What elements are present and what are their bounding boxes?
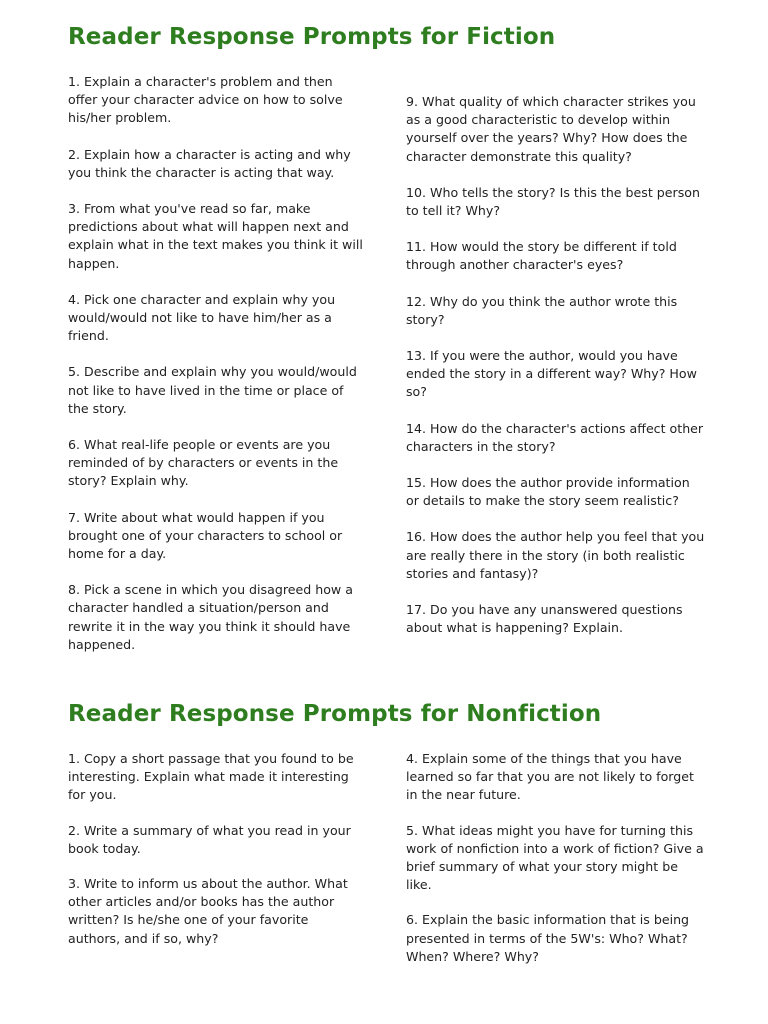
fiction-prompt-9: 9. What quality of which character strikes you as a good characteristic to develop within yourself over the years? Why? How does the character demonstrate this quality? [406,94,696,164]
fiction-prompt-17: 17. Do you have any unanswered questions about what is happening? Explain. [406,602,683,636]
fiction-prompt-10: 10. Who tells the story? Is this the best person to tell it? Why? [406,184,700,219]
fiction-section-title: Reader Response Prompts for Fiction [68,24,556,50]
fiction-prompt-12: 12. Why do you think the author wrote this story? [406,293,678,327]
fiction-prompt-7: 7. Write about what would happen if you brought one of your characters to school or home for a day. [68,509,343,562]
fiction-prompt-11: 11. How would the story be different if told through another character's eyes? [406,239,677,273]
fiction-prompt-14: 14. How do the character's actions affect other characters in the story? [406,420,704,454]
fiction-left-column [68,73,364,672]
nonfiction-prompt-6: 6. Explain the basic information that is being presented in terms of the 5W's: Who? What? When? Where? Why? [406,912,690,964]
nonfiction-prompt-5: 5. What ideas might you have for turning this work of nonfiction into a work of fiction? Give a brief summary of what your story might be like. [406,822,704,893]
fiction-prompt-1: 1. Explain a character's problem and then offer your character advice on how to solve his/her problem. [68,74,343,126]
fiction-prompt-3: 3. From what you've read so far, make predictions about what will happen next and explain what in the text makes you think it will happen. [68,201,363,271]
fiction-prompt-5: 5. Describe and explain why you would/would not like to have lived in the time or place of the story. [68,364,357,416]
nonfiction-prompt-3: 3. Write to inform us about the author. What other articles and/or books has the author written? Is he/she one of your favorite authors, and if so, why? [68,876,348,946]
fiction-right-column [406,93,706,655]
fiction-prompt-16: 16. How does the author help you feel that you are really there in the story (in both realistic stories and fantasy)? [406,529,705,581]
nonfiction-right-column [406,750,706,983]
fiction-prompt-13: 13. If you were the author, would you have ended the story in a different way? Why? How so? [406,348,697,400]
nonfiction-left-column [68,750,364,965]
fiction-prompt-8: 8. Pick a scene in which you disagreed how a character handled a situation/person and rewrite it in the way you think it should have happened. [68,582,353,652]
fiction-prompt-15: 15. How does the author provide information or details to make the story seem realistic? [406,475,690,509]
fiction-prompt-4: 4. Pick one character and explain why you would/would not like to have him/her as a friend. [68,291,336,344]
nonfiction-prompt-2: 2. Write a summary of what you read in your book today. [68,822,351,856]
fiction-prompt-6: 6. What real-life people or events are you reminded of by characters or events in the story? Explain why. [68,437,339,489]
nonfiction-section-title: Reader Response Prompts for Nonfiction [68,701,602,727]
nonfiction-prompt-1: 1. Copy a short passage that you found to be interesting. Explain what made it interesting for you. [68,751,354,803]
fiction-prompt-2: 2. Explain how a character is acting and why you think the character is acting that way. [68,146,351,180]
nonfiction-prompt-4: 4. Explain some of the things that you have learned so far that you are not likely to forget in the near future. [406,751,694,803]
